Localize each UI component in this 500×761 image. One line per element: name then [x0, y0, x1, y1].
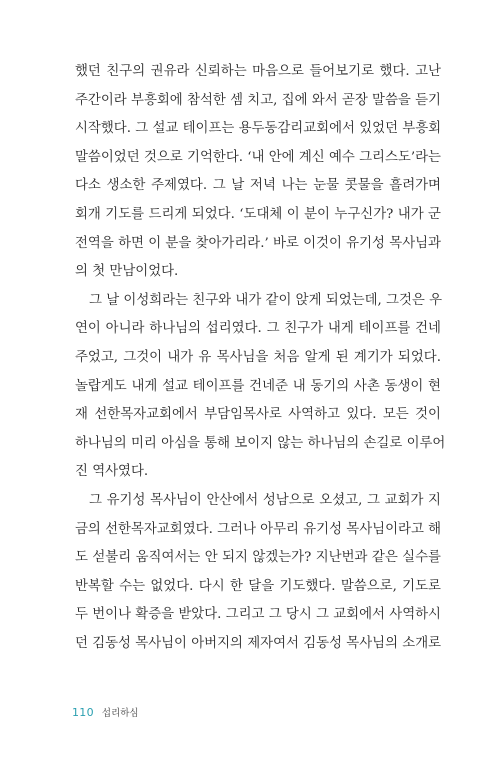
text-line: 진 역사였다. [75, 464, 149, 480]
text-line: 두 번이나 확증을 받았다. 그리고 그 당시 그 교회에서 사역하시 [75, 607, 441, 623]
page-number: 110 [72, 706, 94, 719]
text-line: 놀랍게도 내게 설교 테이프를 건네준 내 동기의 사촌 동생이 현 [75, 378, 441, 394]
page-footer [72, 705, 139, 719]
paragraph-1 [75, 58, 441, 287]
paragraph-2 [75, 287, 446, 487]
text-line: 의 첫 만남이었다. [75, 264, 179, 280]
text-line: 반복할 수는 없었다. 다시 한 달을 기도했다. 말씀으로, 기도로 [75, 578, 441, 594]
text-line: 주간이라 부흥회에 참석한 셈 치고, 집에 와서 곧장 말씀을 듣기 [75, 92, 441, 108]
text-line: 시작했다. 그 설교 테이프는 용두동감리교회에서 있었던 부흥회 [75, 121, 442, 137]
text-line: 주었고, 그것이 내가 유 목사님을 처음 알게 된 계기가 되었다. [75, 349, 441, 365]
paragraph-3 [75, 487, 441, 659]
text-line: 도 섣불리 움직여서는 안 되지 않겠는가? 지난번과 같은 실수를 [75, 550, 441, 566]
body-text [75, 58, 446, 658]
text-line: 회개 기도를 드리게 되었다. ‘도대체 이 분이 누구신가? 내가 군 [75, 206, 441, 222]
text-line: 재 선한목자교회에서 부담임목사로 사역하고 있다. 모든 것이 [75, 407, 441, 423]
text-line: 연이 아니라 하나님의 섭리였다. 그 친구가 내게 테이프를 건네 [75, 321, 441, 337]
text-line: 그 날 이성희라는 친구와 내가 같이 앉게 되었는데, 그것은 우 [89, 292, 443, 308]
text-line: 하나님의 미리 아심을 통해 보이지 않는 하나님의 손길로 이루어 [75, 435, 446, 451]
text-line: 그 유기성 목사님이 안산에서 성남으로 오셨고, 그 교회가 지 [89, 492, 441, 508]
text-line: 전역을 하면 이 분을 찾아가리라.’ 바로 이것이 유기성 목사님과 [75, 235, 441, 251]
text-line: 했던 친구의 권유라 신뢰하는 마음으로 들어보기로 했다. 고난 [75, 64, 441, 79]
text-line: 금의 선한목자교회였다. 그러나 아무리 유기성 목사님이라고 해 [75, 521, 442, 537]
text-line: 말씀이었던 것으로 기억한다. ‘내 안에 계신 예수 그리스도’라는 [75, 149, 441, 165]
text-line: 다소 생소한 주제였다. 그 날 저녁 나는 눈물 콧물을 흘려가며 [75, 178, 441, 194]
text-line: 던 김동성 목사님이 아버지의 제자여서 김동성 목사님의 소개로 [75, 635, 442, 651]
running-title: 섭리하심 [101, 708, 139, 719]
